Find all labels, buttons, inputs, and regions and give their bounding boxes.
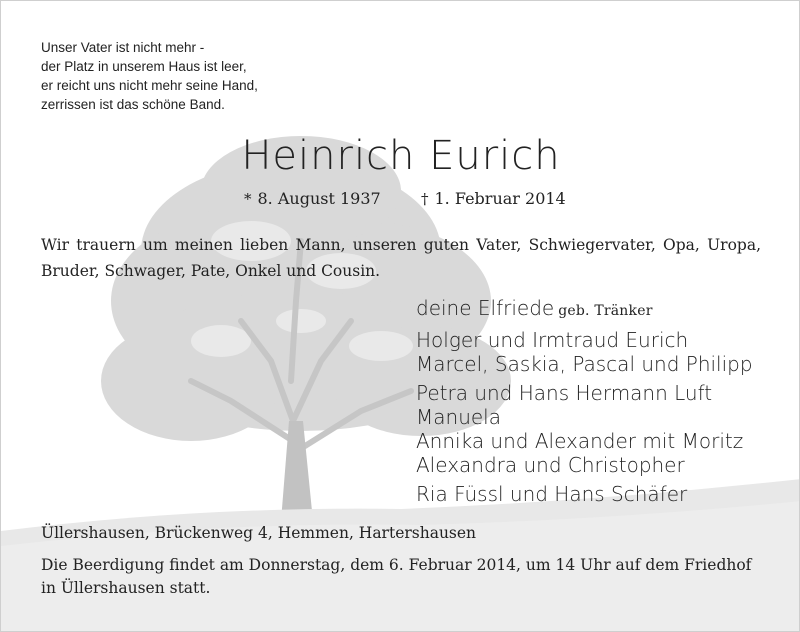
birth-date xyxy=(244,189,381,208)
mourner-line: Annika und Alexander mit Moritz xyxy=(416,429,744,453)
poem-line: zerrissen ist das schöne Band. xyxy=(41,97,225,112)
mourner-group xyxy=(416,328,753,376)
death-date-text: 1. Februar 2014 xyxy=(434,189,566,208)
death-date xyxy=(421,189,566,208)
poem-line: Unser Vater ist nicht mehr - xyxy=(41,40,205,55)
death-cross-icon: † xyxy=(421,190,429,208)
mourner-line: Petra und Hans Hermann Luft xyxy=(416,381,713,405)
deceased-name: Heinrich Eurich xyxy=(241,133,561,179)
widow-name: deine Elfriede xyxy=(416,296,555,320)
mourner-line: Marcel, Saskia, Pascal und Philipp xyxy=(416,352,753,376)
mourner-group xyxy=(416,381,753,477)
mourner-line: Ria Füssl und Hans Schäfer xyxy=(416,482,688,506)
mourner-group-widow xyxy=(416,296,753,323)
mourners-list xyxy=(416,296,753,511)
poem xyxy=(41,38,258,114)
mourner-line: Alexandra und Christopher xyxy=(416,453,685,477)
mourner-line: Holger und Irmtraud Eurich xyxy=(416,328,689,352)
funeral-notice: Die Beerdigung findet am Donnerstag, dem 6. Februar 2014, um 14 Uhr auf dem Friedhof in Üllershausen statt. xyxy=(41,556,752,597)
poem-line: er reicht uns nicht mehr seine Hand, xyxy=(41,78,258,93)
address-line: Üllershausen, Brückenweg 4, Hemmen, Hartershausen xyxy=(41,524,477,542)
birth-date-text: 8. August 1937 xyxy=(257,189,381,208)
widow-maiden-name: geb. Tränker xyxy=(558,303,653,319)
mourner-line: Manuela xyxy=(416,405,501,429)
poem-line: der Platz in unserem Haus ist leer, xyxy=(41,59,247,74)
birth-star-icon: * xyxy=(244,190,252,208)
mourner-group xyxy=(416,482,753,506)
mourning-statement: Wir trauern um meinen lieben Mann, unseren guten Vater, Schwiegervater, Opa, Uropa, Bruder, Schwager, Pate, Onkel und Cousin. xyxy=(41,236,761,280)
